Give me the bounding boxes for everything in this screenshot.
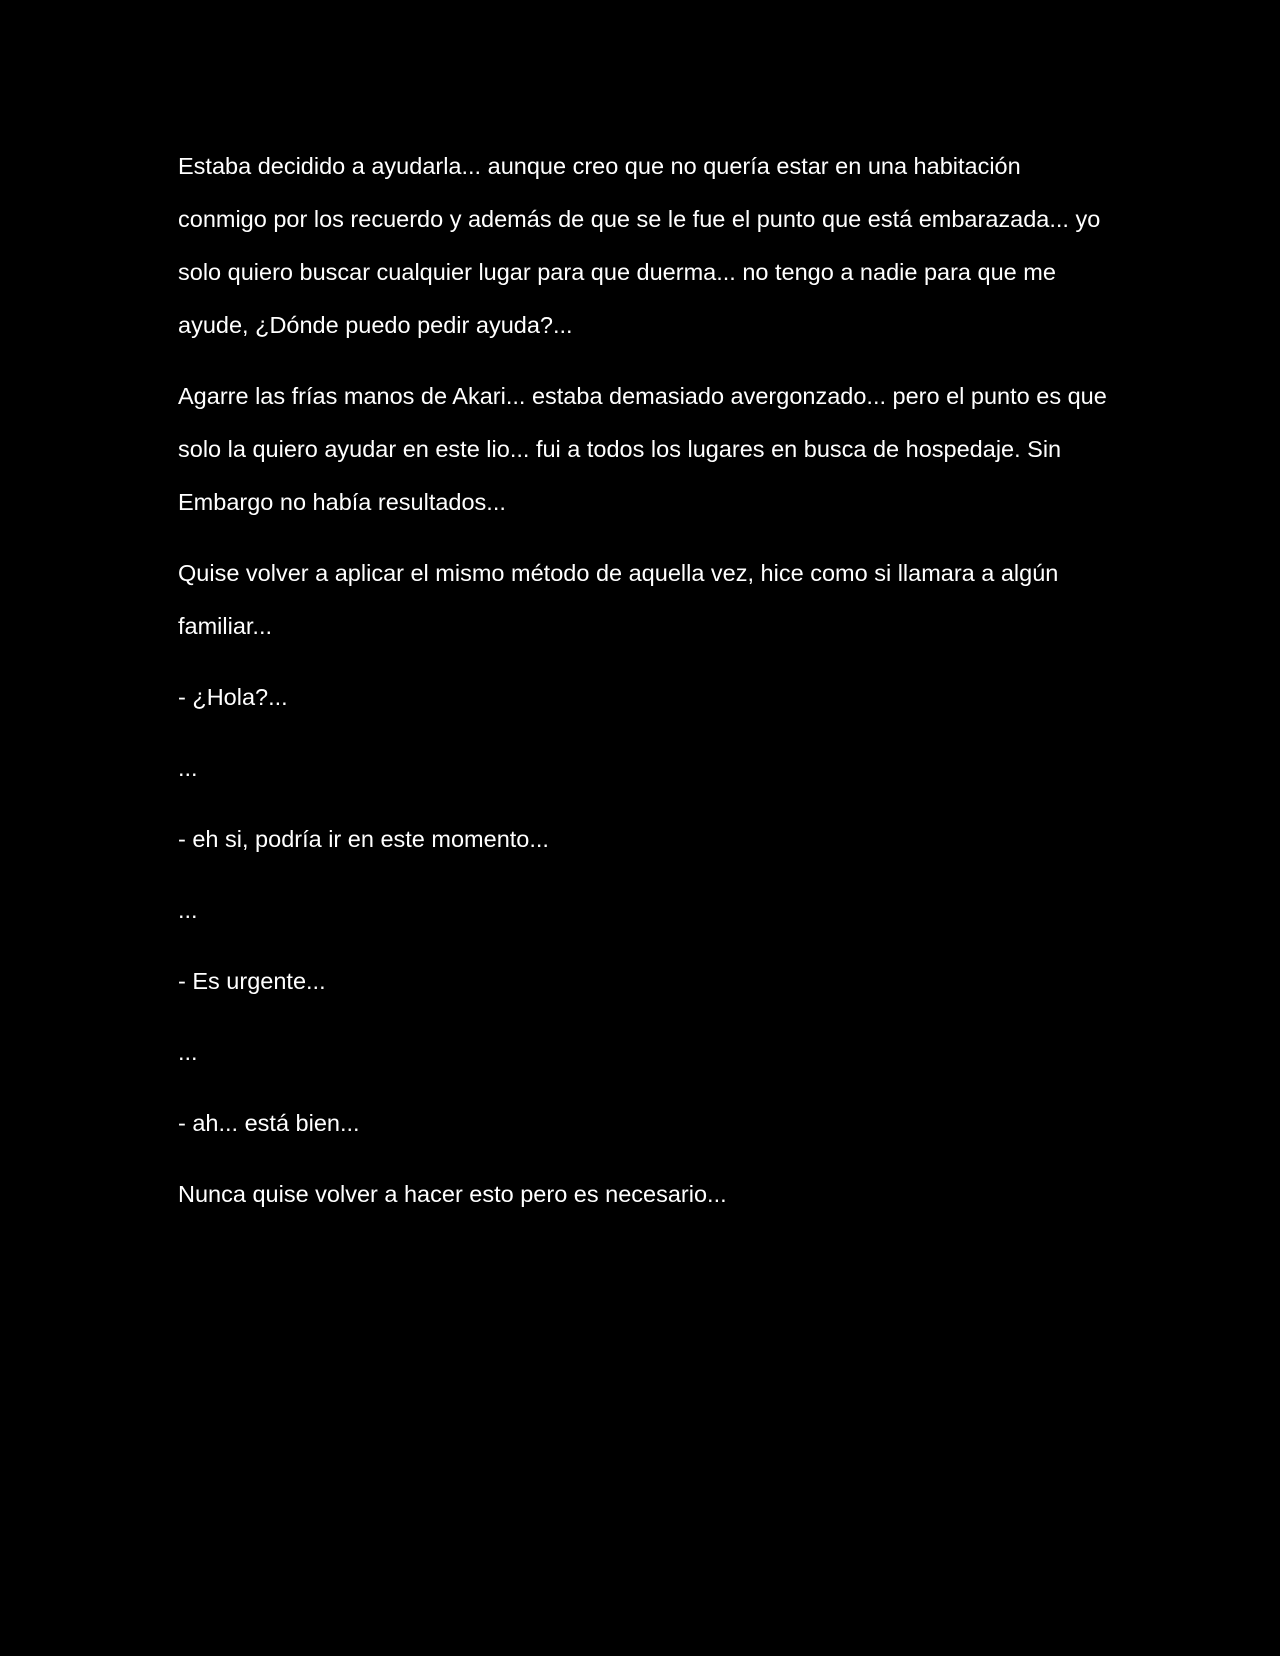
ellipsis-line: ... <box>178 897 198 923</box>
dialogue-line: - eh si, podría ir en este momento... <box>178 826 549 852</box>
paragraph: Quise volver a aplicar el mismo método de aquella vez, hice como si llamara a algún familiar... <box>178 560 1059 639</box>
document-body <box>178 140 1108 1221</box>
dialogue-line: - Es urgente... <box>178 968 326 994</box>
dialogue-line: - ¿Hola?... <box>178 684 288 710</box>
paragraph: Estaba decidido a ayudarla... aunque creo que no quería estar en una habitación conmigo por los recuerdo y además de que se le fue el punto que está embarazada... yo solo quiero buscar cualquier lugar para que duerma... no tengo a nadie para que me ayude, ¿Dónde puedo pedir ayuda?... <box>178 153 1101 338</box>
dialogue-line: - ah... está bien... <box>178 1110 360 1136</box>
ellipsis-line: ... <box>178 1039 198 1065</box>
paragraph: Agarre las frías manos de Akari... estaba demasiado avergonzado... pero el punto es que solo la quiero ayudar en este lio... fui a todos los lugares en busca de hospedaje. Sin Embargo no había resultados... <box>178 383 1107 515</box>
paragraph: Nunca quise volver a hacer esto pero es necesario... <box>178 1181 727 1207</box>
ellipsis-line: ... <box>178 755 198 781</box>
